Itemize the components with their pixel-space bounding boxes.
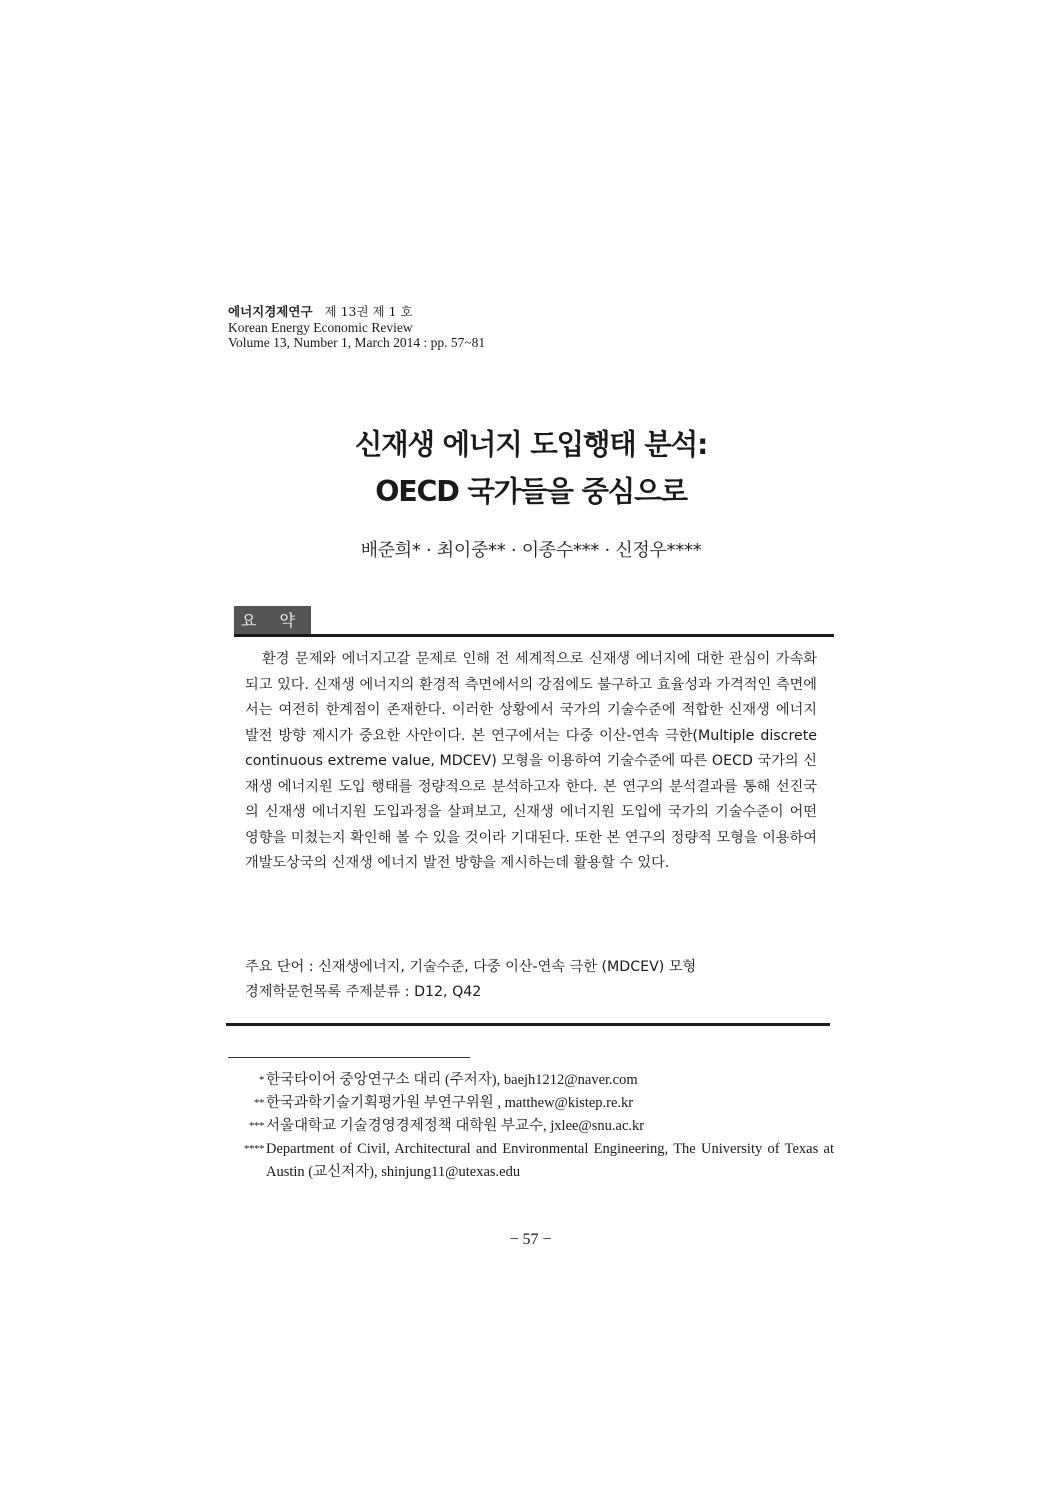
keywords-line: 주요 단어 : 신재생에너지, 기술수준, 다중 이산-연속 극한 (MDCEV) 모형	[245, 959, 697, 975]
abstract-body	[245, 647, 817, 877]
footnote-text: 한국과학기술기획평가원 부연구위원 , matthew@kistep.re.kr	[266, 1095, 634, 1111]
paper-title	[228, 421, 834, 515]
footnotes	[228, 1069, 834, 1184]
jel-classification: 경제학문헌목록 주제분류 : D12, Q42	[245, 984, 482, 1000]
journal-volume-en: Volume 13, Number 1, March 2014 : pp. 57~81	[228, 335, 486, 350]
journal-header	[228, 304, 628, 350]
journal-volume-kr: 제 13권 제 1 호	[324, 304, 413, 319]
footnote-text: 한국타이어 중앙연구소 대리 (주저자), baejh1212@naver.com	[266, 1072, 638, 1088]
footnote-mark: **	[254, 1097, 264, 1109]
footnote-mark: ***	[249, 1120, 264, 1132]
page-number: − 57 −	[509, 1231, 552, 1248]
abstract-top-rule	[234, 634, 834, 637]
footnote-2	[228, 1092, 834, 1115]
footnote-text: Department of Civil, Architectural and Environmental Engineering, The University of Texas at Austin (교신저자), shinjung11@utexas.edu	[266, 1141, 834, 1180]
footnote-4	[228, 1138, 834, 1184]
author-list: 배준희* · 최이중** · 이종수*** · 신정우****	[360, 540, 702, 561]
journal-name-kr: 에너지경제연구	[228, 304, 313, 319]
keywords-block	[245, 955, 825, 1005]
abstract-text: 환경 문제와 에너지고갈 문제로 인해 전 세계적으로 신재생 에너지에 대한 관심이 가속화되고 있다. 신재생 에너지의 환경적 측면에서의 강점에도 불구하고 효율성과 가격적인 측면에서는 여전히 한계점이 존재한다. 이러한 상황에서 국가의 기술수준에 적합한 신재생 에너지 발전 방향 제시가 중요한 사안이다. 본 연구에서는 다중 이산-연속 극한(Multiple discrete continuous extreme value, MDCEV) 모형을 이용하여 기술수준에 따른 OECD 국가의 신재생 에너지원 도입 행태를 정량적으로 분석하고자 한다. 본 연구의 분석결과를 통해 선진국의 신재생 에너지원 도입과정을 살펴보고, 신재생 에너지원 도입에 국가의 기술수준이 어떤 영향을 미쳤는지 확인해 볼 수 있을 것이라 기대된다. 또한 본 연구의 정량적 모형을 이용하여 개발도상국의 신재생 에너지 발전 방향을 제시하는데 활용할 수 있다.	[245, 651, 817, 871]
title-line-1: 신재생 에너지 도입행태 분석:	[354, 428, 708, 461]
footnote-3	[228, 1115, 834, 1138]
footnote-mark: *	[259, 1074, 264, 1086]
abstract-heading: 요 약	[234, 606, 311, 636]
footnote-text: 서울대학교 기술경영경제정책 대학원 부교수, jxlee@snu.ac.kr	[266, 1118, 645, 1134]
journal-title-kr	[228, 304, 628, 320]
abstract-bottom-rule	[226, 1023, 830, 1026]
journal-name-en: Korean Energy Economic Review	[228, 320, 413, 335]
title-line-2: OECD 국가들을 중심으로	[375, 475, 687, 508]
footnote-1	[228, 1069, 834, 1092]
footnote-mark: ****	[244, 1143, 264, 1155]
footnote-separator	[228, 1057, 470, 1058]
